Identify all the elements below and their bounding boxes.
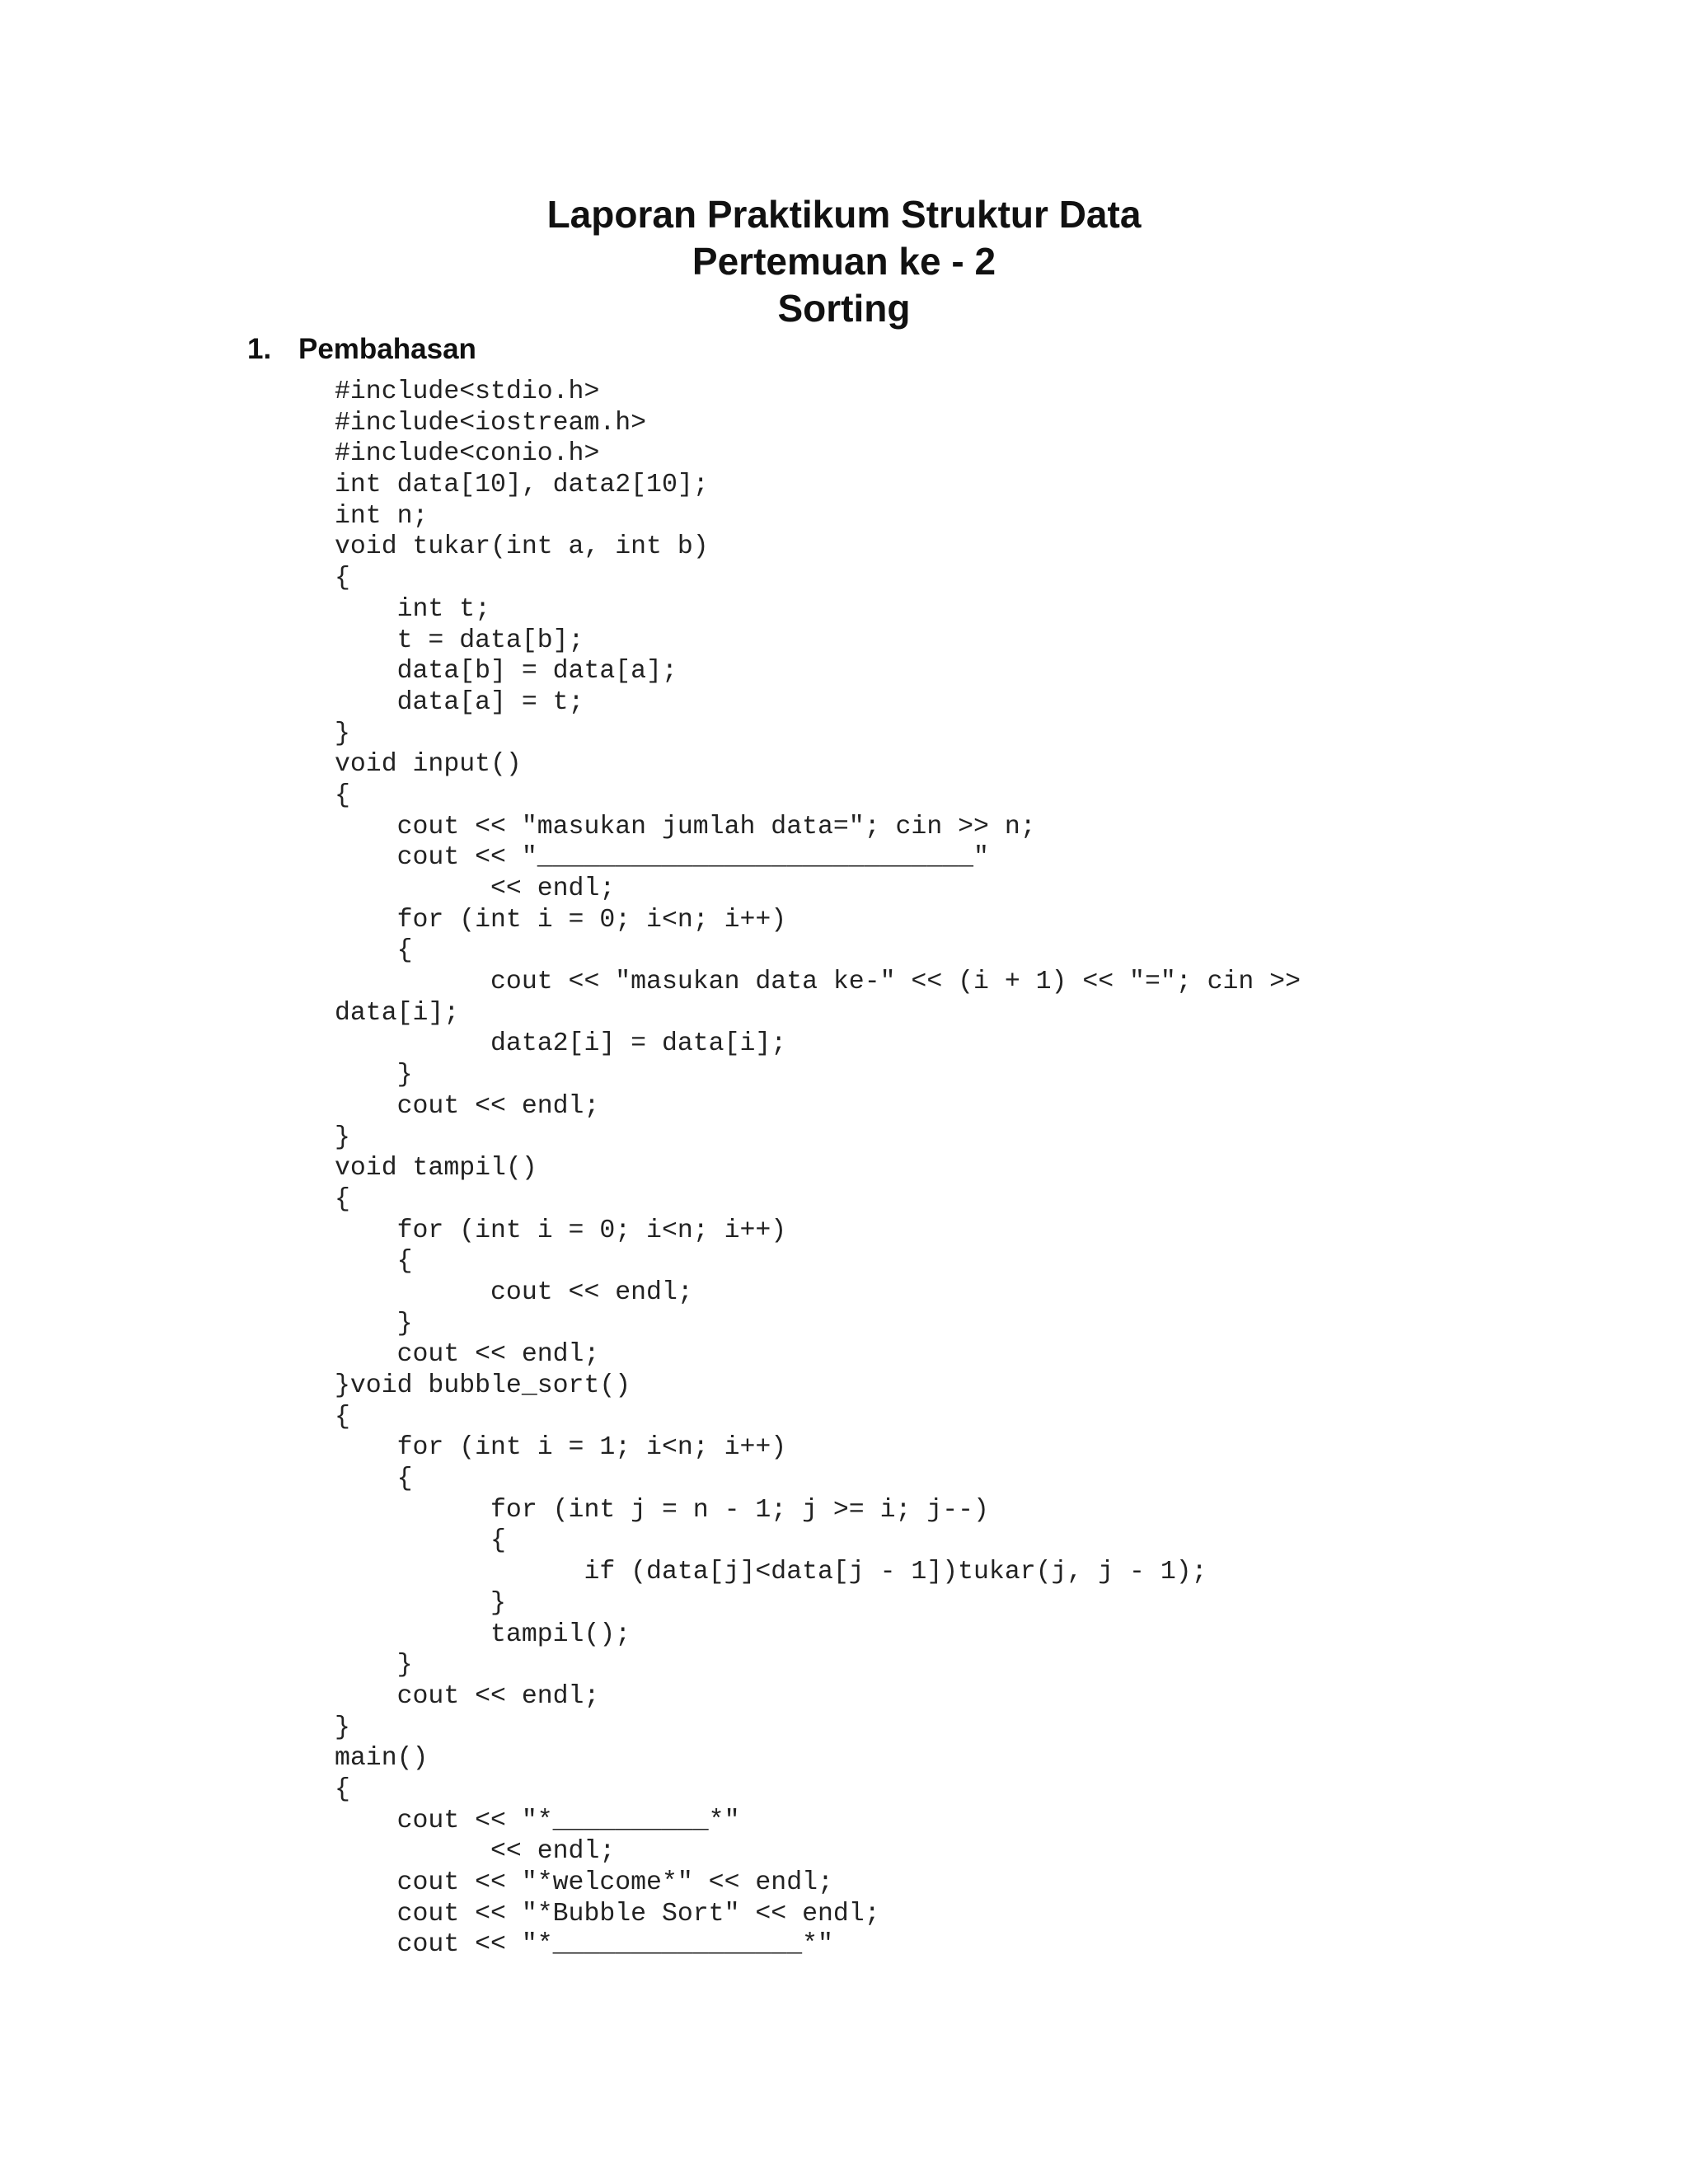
- code-line: tampil();: [335, 1619, 631, 1649]
- code-line: for (int i = 1; i<n; i++): [335, 1433, 787, 1463]
- code-line: << endl;: [335, 874, 616, 903]
- code-line: cout << "*________________*": [335, 1930, 833, 1960]
- code-listing: [335, 377, 1301, 1961]
- code-line: {: [335, 1247, 413, 1277]
- code-line: cout << "____________________________": [335, 843, 989, 873]
- code-line: {: [335, 564, 350, 593]
- code-line: #include<conio.h>: [335, 439, 600, 469]
- section-title: Pembahasan: [298, 333, 476, 365]
- code-line: int t;: [335, 594, 491, 624]
- code-line: }: [335, 719, 350, 748]
- code-line: cout << endl;: [335, 1681, 600, 1711]
- code-line: int data[10], data2[10];: [335, 471, 709, 500]
- code-line: cout << "masukan data ke-" << (i + 1) << "="; cin >>: [335, 968, 1301, 997]
- code-line: void tukar(int a, int b): [335, 532, 709, 562]
- code-line: {: [335, 1184, 350, 1214]
- code-line: {: [335, 936, 413, 966]
- title-line-topic: Sorting: [777, 287, 911, 330]
- code-line: << endl;: [335, 1837, 616, 1867]
- code-line: }: [335, 1061, 413, 1090]
- code-line: void tampil(): [335, 1154, 537, 1183]
- code-line: data[b] = data[a];: [335, 657, 678, 687]
- code-line: cout << "*__________*": [335, 1806, 740, 1835]
- code-line: }void bubble_sort(): [335, 1371, 631, 1400]
- code-line: cout << "*welcome*" << endl;: [335, 1868, 833, 1897]
- code-line: {: [335, 1774, 350, 1804]
- code-line: main(): [335, 1744, 429, 1774]
- code-line: t = data[b];: [335, 626, 584, 655]
- code-line: data[a] = t;: [335, 687, 584, 717]
- title-line-course: Laporan Praktikum Struktur Data: [546, 193, 1142, 236]
- code-line: cout << "*Bubble Sort" << endl;: [335, 1899, 880, 1929]
- code-line: for (int i = 0; i<n; i++): [335, 905, 787, 935]
- code-line: data[i];: [335, 998, 460, 1028]
- code-line: #include<stdio.h>: [335, 377, 600, 406]
- code-line: }: [335, 1651, 413, 1680]
- code-line: {: [335, 780, 350, 810]
- code-line: }: [335, 1588, 506, 1618]
- code-line: {: [335, 1526, 506, 1556]
- code-line: {: [335, 1465, 413, 1494]
- code-line: }: [335, 1309, 413, 1338]
- title-line-meeting: Pertemuan ke - 2: [692, 240, 996, 283]
- document-title: [0, 191, 1688, 332]
- code-line: #include<iostream.h>: [335, 408, 647, 438]
- section-number: 1.: [247, 333, 272, 365]
- code-line: data2[i] = data[i];: [335, 1029, 787, 1059]
- code-line: cout << endl;: [335, 1091, 600, 1121]
- code-line: if (data[j]<data[j - 1])tukar(j, j - 1);: [335, 1558, 1207, 1587]
- code-line: cout << "masukan jumlah data="; cin >> n;: [335, 812, 1036, 841]
- section-heading: [247, 331, 476, 368]
- code-line: for (int i = 0; i<n; i++): [335, 1216, 787, 1245]
- code-line: void input(): [335, 750, 522, 780]
- code-line: cout << endl;: [335, 1340, 600, 1370]
- code-line: int n;: [335, 501, 429, 531]
- code-line: cout << endl;: [335, 1277, 693, 1307]
- code-line: {: [335, 1402, 350, 1432]
- code-line: }: [335, 1713, 350, 1742]
- code-line: for (int j = n - 1; j >= i; j--): [335, 1495, 989, 1525]
- code-line: }: [335, 1122, 350, 1152]
